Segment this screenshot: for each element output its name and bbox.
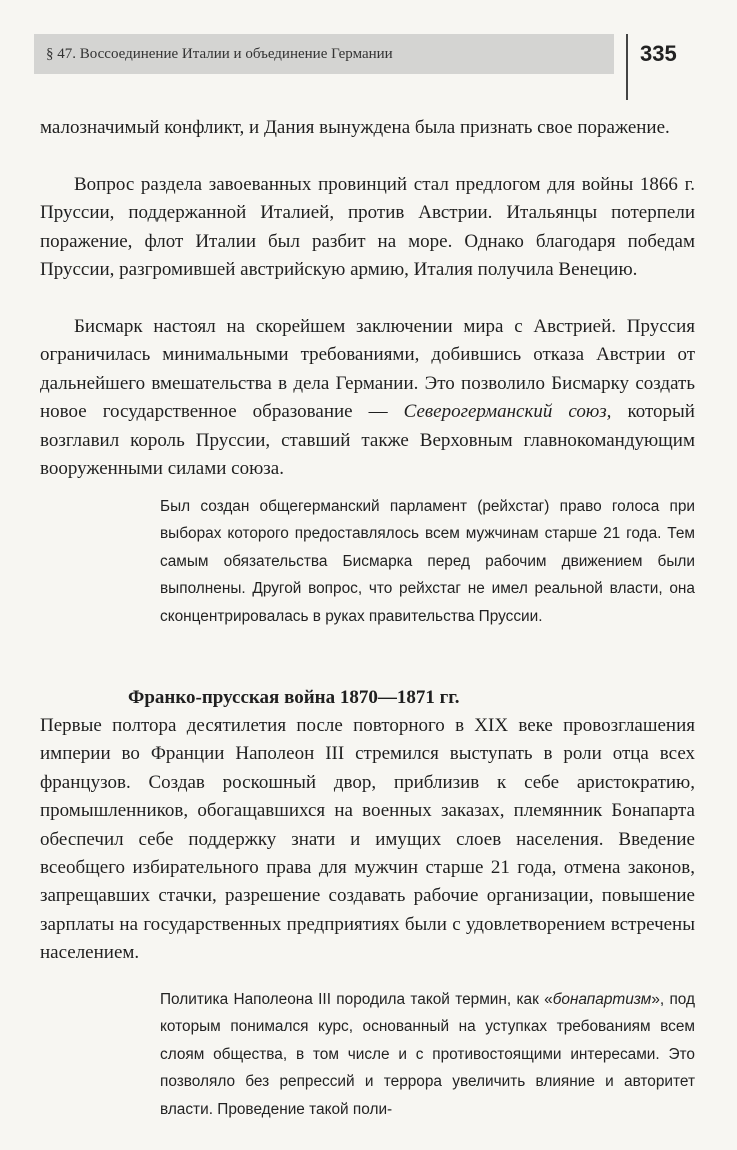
paragraph-1: малозначимый конфликт, и Дания вынуждена была признать свое поражение. <box>40 117 670 138</box>
paragraph-3-emphasis: Северогерманский союз, <box>403 401 612 423</box>
section-heading: Франко-прусская война 1870—1871 гг. <box>128 687 460 708</box>
paragraph-3 <box>40 313 695 483</box>
paragraph-2: Вопрос раздела завоеванных провинций стал предлогом для войны 1866 г. Пруссии, поддержанной Италией, против Австрии. Итальянцы потерпели поражение, флот Италии был разбит на море. Однако благодаря победам Пруссии, разгромившей австрийскую армию, Италия получила Венецию. <box>40 174 695 281</box>
header-divider <box>626 34 628 100</box>
sidebar-note-1: Был создан общегерманский парламент (рейхстаг) право голоса при выборах которого предоставлялось всем мужчинам старше 21 года. Тем самым обязательства Бисмарка перед рабочим движением были выполнены. Другой вопрос, что рейхстаг не имел реальной власти, она сконцентрировалась в руках правительства Пруссии. <box>160 498 695 625</box>
page-number: 335 <box>640 41 677 66</box>
section-paragraph: Первые полтора десятилетия после повторного в XIX веке провозглашения империи во Франции Наполеон III стремился выступать в роли отца всех французов. Создав роскошный двор, приблизив к себе аристократию, промышленников, обогащавшихся на военных заказах, племянник Бонапарта обеспечил себе поддержку знати и имущих слоев населения. Введение всеобщего избирательного права для мужчин старше 21 года, отмена законов, запрещавших стачки, разрешение создавать рабочие организации, повышение зарплаты на государственных предприятиях были с удовлетворением встречены населением. <box>40 715 695 964</box>
paragraph-3-text-start: Бисмарк настоял на скорейшем заключении мира с Австрией. Пруссия ограничилась минимальными требованиями, добившись отказа Австрии от дальнейшего вмешательства в дела Германии. Это позволило Бисмарку создать новое государственное образование — <box>40 316 695 423</box>
sidebar-note-2 <box>160 986 695 1123</box>
running-header <box>34 34 614 74</box>
sidebar-note-2-emphasis: бонапартизм <box>552 991 652 1008</box>
sidebar-note-2-text-start: Политика Наполеона III породила такой термин, как « <box>160 991 553 1008</box>
paragraph-3-text-end: который возглавил король Пруссии, ставший также Верховным главнокомандующим вооруженными силами союза. <box>40 401 695 480</box>
sidebar-note-2-text-end: », под которым понимался курс, основанный на уступках требованиям всем слоям общества, в том числе и с противостоящими интересами. Это позволяло без репрессий и террора увеличить влияние и авторитет власти. Проведение такой поли- <box>160 991 695 1118</box>
running-header-title: § 47. Воссоединение Италии и объединение Германии <box>46 45 393 62</box>
